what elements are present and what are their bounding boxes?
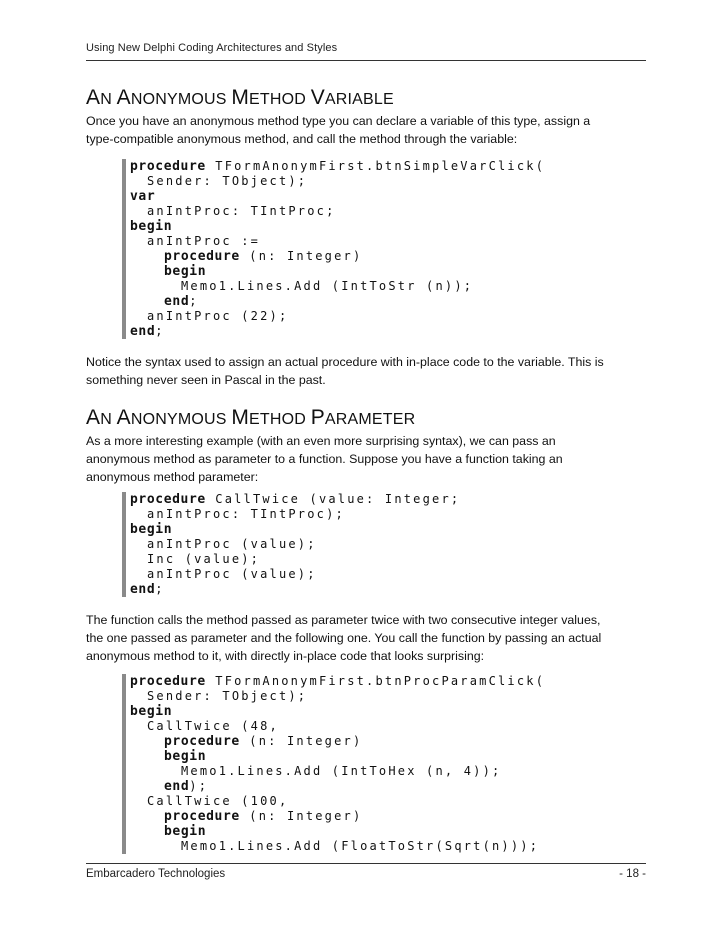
paragraph-syntax-note — [86, 353, 646, 389]
heading-text-part: P — [310, 406, 325, 429]
code-listing-simple-var — [122, 159, 650, 339]
code-line — [130, 219, 650, 234]
heading-text-part: V — [310, 86, 325, 109]
paragraph-parameter-intro — [86, 432, 646, 486]
footer-rule — [86, 863, 646, 864]
code-text: Sender: TObject); — [147, 689, 308, 703]
heading-text-part: ARIABLE — [324, 91, 394, 108]
paragraph-line: anonymous method parameter: — [86, 470, 259, 484]
code-text: ; — [189, 294, 199, 308]
code-line — [130, 794, 650, 809]
code-line — [130, 582, 650, 597]
code-line — [130, 492, 650, 507]
code-keyword: procedure — [130, 674, 206, 689]
section-heading-variable — [86, 86, 394, 112]
code-keyword: end — [130, 324, 156, 339]
paragraph-variable-intro — [86, 112, 646, 148]
code-text: CallTwice (value: Integer; — [205, 492, 461, 506]
code-line — [130, 249, 650, 264]
heading-text-part: N — [100, 411, 117, 428]
code-keyword: procedure — [164, 734, 240, 749]
heading-text-part: NONYMOUS — [130, 411, 232, 428]
code-keyword: begin — [164, 264, 207, 279]
code-keyword: procedure — [164, 249, 240, 264]
code-line — [130, 537, 650, 552]
heading-text-part: ARAMETER — [324, 411, 416, 428]
heading-text-part: A — [86, 406, 101, 429]
heading-text-part: ETHOD — [249, 411, 311, 428]
code-text: Memo1.Lines.Add (IntToHex (n, 4)); — [181, 764, 502, 778]
code-text: anIntProc (value); — [147, 567, 317, 581]
paragraph-line: the one passed as parameter and the following one. You call the function by passing an actual — [86, 631, 602, 645]
code-text: ; — [155, 324, 165, 338]
code-listing-calltwice — [122, 492, 650, 597]
document-page — [86, 0, 646, 943]
code-text: anIntProc: TIntProc); — [147, 507, 345, 521]
header-rule — [86, 60, 646, 61]
code-text: ); — [189, 779, 209, 793]
code-text: Inc (value); — [147, 552, 261, 566]
code-text: (n: Integer) — [239, 809, 363, 823]
code-line — [130, 294, 650, 309]
heading-text-part: A — [86, 86, 101, 109]
code-line — [130, 264, 650, 279]
heading-text-part: N — [100, 91, 117, 108]
paragraph-line: anonymous method to it, with directly in-place code that looks surprising: — [86, 649, 485, 663]
code-text: anIntProc (22); — [147, 309, 289, 323]
code-keyword: end — [164, 779, 190, 794]
code-keyword: procedure — [164, 809, 240, 824]
code-line — [130, 522, 650, 537]
heading-text-part: M — [231, 406, 250, 429]
code-line — [130, 234, 650, 249]
code-line — [130, 779, 650, 794]
code-keyword: end — [164, 294, 190, 309]
code-text: anIntProc := — [147, 234, 261, 248]
code-keyword: begin — [130, 522, 173, 537]
code-text: (n: Integer) — [239, 249, 363, 263]
footer-page-number: - 18 - — [619, 868, 646, 880]
footer-company: Embarcadero Technologies — [86, 868, 226, 880]
code-text: CallTwice (100, — [147, 794, 289, 808]
code-line — [130, 749, 650, 764]
code-keyword: begin — [130, 219, 173, 234]
heading-text-part: A — [116, 406, 131, 429]
code-text: anIntProc: TIntProc; — [147, 204, 336, 218]
code-keyword: procedure — [130, 492, 206, 507]
paragraph-line: something never seen in Pascal in the past. — [86, 373, 326, 387]
code-keyword: begin — [130, 704, 173, 719]
code-keyword: var — [130, 189, 156, 204]
code-line — [130, 689, 650, 704]
paragraph-line: The function calls the method passed as parameter twice with two consecutive integer values, — [86, 613, 601, 627]
section-heading-parameter — [86, 406, 415, 432]
code-text: anIntProc (value); — [147, 537, 317, 551]
code-line — [130, 674, 650, 689]
heading-text-part: M — [231, 86, 250, 109]
code-keyword: end — [130, 582, 156, 597]
code-text: ; — [155, 582, 165, 596]
code-listing-proc-param — [122, 674, 650, 854]
code-line — [130, 839, 650, 854]
code-line — [130, 189, 650, 204]
code-text: TFormAnonymFirst.btnProcParamClick( — [205, 674, 546, 688]
paragraph-calltwice-note — [86, 611, 646, 665]
code-text: (n: Integer) — [239, 734, 363, 748]
code-text: CallTwice (48, — [147, 719, 279, 733]
code-line — [130, 279, 650, 294]
code-line — [130, 734, 650, 749]
code-text: Sender: TObject); — [147, 174, 308, 188]
paragraph-line: As a more interesting example (with an even more surprising syntax), we can pass an — [86, 434, 556, 448]
paragraph-line: anonymous method as parameter to a function. Suppose you have a function taking an — [86, 452, 563, 466]
heading-text-part: NONYMOUS — [130, 91, 232, 108]
running-header: Using New Delphi Coding Architectures and Styles — [86, 42, 338, 54]
code-line — [130, 764, 650, 779]
code-text: Memo1.Lines.Add (FloatToStr(Sqrt(n))); — [181, 839, 540, 853]
code-line — [130, 552, 650, 567]
code-keyword: begin — [164, 749, 207, 764]
code-line — [130, 567, 650, 582]
code-line — [130, 507, 650, 522]
code-line — [130, 824, 650, 839]
paragraph-line: Once you have an anonymous method type you can declare a variable of this type, assign a — [86, 114, 591, 128]
code-line — [130, 309, 650, 324]
heading-text-part: A — [116, 86, 131, 109]
code-line — [130, 174, 650, 189]
paragraph-line: Notice the syntax used to assign an actual procedure with in-place code to the variable. This is — [86, 355, 604, 369]
code-line — [130, 204, 650, 219]
code-line — [130, 324, 650, 339]
code-keyword: procedure — [130, 159, 206, 174]
code-line — [130, 704, 650, 719]
code-text: Memo1.Lines.Add (IntToStr (n)); — [181, 279, 474, 293]
code-keyword: begin — [164, 824, 207, 839]
paragraph-line: type-compatible anonymous method, and call the method through the variable: — [86, 132, 518, 146]
code-line — [130, 159, 650, 174]
code-text: TFormAnonymFirst.btnSimpleVarClick( — [205, 159, 546, 173]
code-line — [130, 809, 650, 824]
code-line — [130, 719, 650, 734]
heading-text-part: ETHOD — [249, 91, 311, 108]
